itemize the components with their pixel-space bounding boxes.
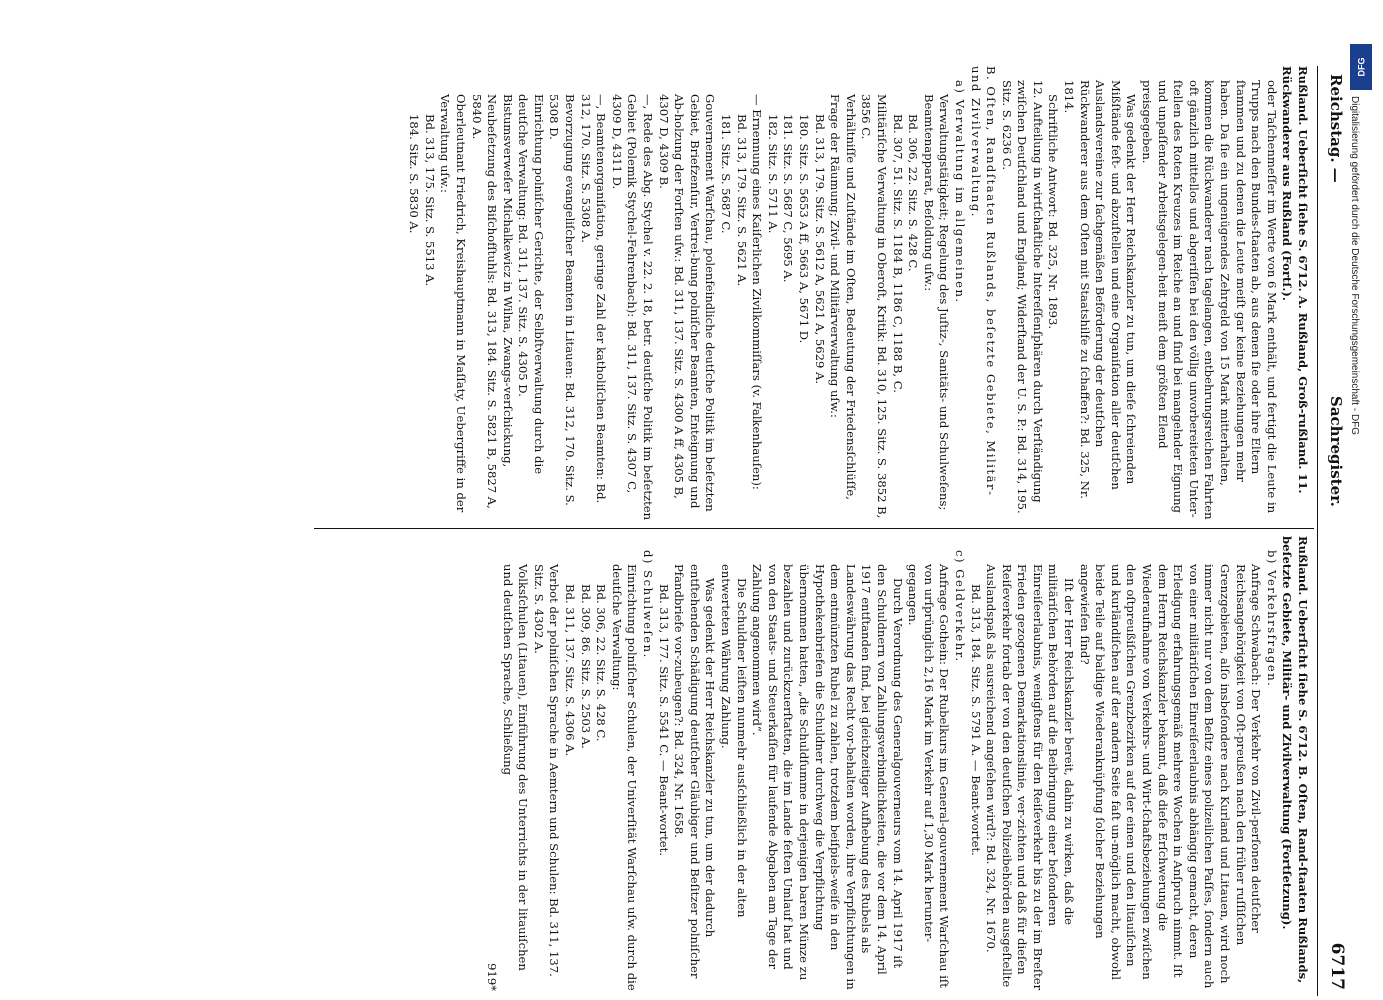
reference: 181. Sitz. S. 5687 C. — [719, 114, 734, 234]
entry: Verhältniſſe und Zuſtände im Oſten, Bedeutung der Friedensſchlüſſe, Frage der Räumung; Zivil- und Militärverwaltung uſw.: — [828, 94, 858, 500]
header-title: Sachregister. — [1327, 396, 1345, 507]
subsection-heading: c) Geldverkehr. — [952, 550, 967, 663]
left-heading: Rußland. Ueberſicht ſiehe S. 6712. A. Rußland, Groß-rußland. 11. Rückwanderer aus Rußland (Fortſ.). — [1280, 66, 1310, 494]
header-left: Reichstag. — — [1327, 74, 1345, 183]
entry: Bistumsverweſer Michalkewicz in Wilna, Zwangs-verſchickung, Neubeſetzung des Biſchofſtuhls: Bd. 313, 184. Sitz. S. 5821 B, 5827 A, 5840 A. — [469, 94, 515, 509]
reference: Bd. 306, 22. Sitz. S. 428 C. — [594, 584, 609, 742]
entry: Verwaltungstätigkeit; Regelung des Juſtiz-, Sanitäts- und Schulweſens; Beamtenapparat, Beſoldung uſw.: — [921, 94, 952, 511]
entry: Gouvernement Warſchau, polenfeindliche deutſche Politik im beſetzten Gebiet, Briefzenſur, Vertrei-bung polniſcher Beamten, Enteignung und Ab-holzung der Forſten uſw.: Bd. 311, 137. Sitz. S. 4300 A ff, 4305 B, 4307 D, 4309 B. — [656, 94, 718, 512]
entry: —, Rede des Abg. Stychel v. 22. 2. 18, betr. deutſche Politik im beſetzten Gebiet (Polemik Stychel-Fehrenbach): Bd. 311, 137. Sitz. S. 4307 C, 4309 D, 4311 D. — [609, 94, 656, 521]
left-column — [406, 66, 1310, 521]
reference: Bd. 313, 177. Sitz. S. 5541 C. — Beant-wortet. — [656, 584, 671, 856]
section-heading: B. Oſten, Randſtaaten Rußlands, beſetzte Gebiete, Militär- und Zivilverwaltung. — [968, 66, 999, 497]
paragraph: Was gedenkt der Herr Reichskanzler zu tun, um der dadurch entſtehenden Schädigung deutſcher Gläubiger und Beſitzer polniſcher Pfandbriefe vor-zubeugen?: Bd. 324, Nr. 1658. — [672, 564, 718, 979]
subsection-heading: a) Verwaltung im allgemeinen. — [952, 80, 967, 304]
dfg-credit: Digitalisierung gefördert durch die Deutsche Forschungsgemeinschaft - DFG — [1349, 96, 1360, 436]
entry: Volksſchulen (Litauen), Einführung des Unterrichts in der litauiſchen und deutſchen Sprache, Schließung — [500, 564, 531, 971]
right-column — [484, 536, 1310, 991]
entry: Militäriſche Verwaltung in Oberoſt, Kritik: Bd. 310, 125. Sitz. S. 3852 B, 3856 C. — [859, 94, 889, 519]
paragraph: oder Taſchenmeſſer im Werte von 6 Mark enthält, und fertigt die Leute in Trupps nach den Bundes-ſtaaten ab, aus denen ſie oder ihre Eltern ſtammen und zu denen die Leute meiſt gar keine Beziehungen mehr haben. Da ſie ein ungenügendes Zehrgeld von 15 Mark mitterhalten, kommen die Rückwanderer nach tagelangen, entbehrungsreichen Fahrten oft gänzlich mittellos und abgeriſſen bei den völlig unvorbereiteten Unter-ſtellen des Roten Kreuzes im Reiche an und ſind bei mangelnder Eignung und unpaſſender Arbeitsgelegen-heit meiſt dem größten Elend preisgegeben. — [1140, 80, 1279, 520]
signature-mark: 919* — [485, 963, 500, 991]
subsection-heading: d) Schulweſen. — [641, 550, 656, 659]
reference: Bd. 313, 184. Sitz. S. 5791 A. — Beant-wortet. — [968, 584, 983, 856]
reference: Bd. 306, 22. Sitz. S. 428 C. — [906, 114, 921, 272]
rotated-page — [22, 66, 1352, 996]
digitization-sidebar — [1346, 40, 1380, 980]
reference: Bd. 307, 51. Sitz. S. 1184 B, 1186 C, 1188 B, C. — [890, 114, 905, 393]
paragraph: Anfrage Gothein: Der Rubelkurs im General-gouvernement Warſchau iſt von urſprünglich 2,16 Mark im Verkehr auf 1,30 Mark herunter-gegangen. — [906, 564, 952, 988]
entry: Einrichtung polniſcher Gerichte, der Selbſtverwaltung durch die deutſche Verwaltung: Bd. 311, 137. Sitz. S. 4305 D. — [516, 94, 546, 475]
reference: Bd. 313, 179. Sitz. S. 5621 A. — [734, 114, 749, 287]
column-divider — [314, 528, 1314, 529]
paragraph: Schriftliche Antwort: Bd. 325, Nr. 1893. — [1046, 94, 1061, 330]
paragraph: Iſt der Herr Reichskanzler bereit, dahin zu wirken, daß die militäriſchen Behörden auf die Beibringung einer beſonderen Einreiſeerlaubnis, wenigſtens für den Reiſeverkehr bis zu der im Breſter Frieden gezogenen Demarkationslinie, ver-zichten und daß für dieſen Reiſeverkehr fortab der von den deutſchen Polizeibehörden ausgeſtellte Auslandspaß als ausreichend angeſehen wird?: Bd. 324, Nr. 1670. — [984, 564, 1077, 991]
paragraph: Was gedenkt der Herr Reichskanzler zu tun, um dieſe ſchreienden Mißſtände feſt- und abzuſtellen und eine Organiſation aller deutſchen Auslandsvereine zur ſachgemäßen Beförderung der deutſchen Rückwanderer aus dem Oſten mit Staatshilfe zu ſchaffen?: Bd. 325, Nr. 1814. — [1062, 80, 1139, 499]
reference: 184. Sitz. S. 5830 A. — [407, 114, 422, 234]
entry: Bevorzugung evangeliſcher Beamten in Litauen: Bd. 312, 170. Sitz. S. 5308 D. — [547, 94, 578, 506]
dfg-logo-text: DFG — [1356, 57, 1366, 77]
entry: — Ernennung eines Kaiſerlichen Zivilkommiſſars (v. Falkenhauſen): — [750, 94, 765, 490]
entry: Verbot der polniſchen Sprache in Aemtern und Schulen: Bd. 311, 137. Sitz. S. 4302 A. — [531, 564, 562, 977]
subsection-heading: b) Verkehrsfragen. — [1264, 550, 1279, 688]
reference: 180. Sitz. S. 5653 A ff, 5663 A, 5671 D. — [797, 114, 811, 344]
paragraph: Anfrage Schwabach: Der Verkehr von Zivil-perſonen deutſcher Reichsangehörigkeit von Oſt-preußen nach den früher ruſſiſchen Grenzgebieten, alſo insbeſondere nach Kurland und Litauen, wird noch immer nicht nur von dem Beſitz eines polizeilichen Paſſes, ſondern auch von einer militäriſchen Einreiſeerlaubnis abhängig gemacht, deren Erledigung erfahrungsgemäß mehrere Wochen in Anſpruch nimmt. Iſt dem Herrn Reichskanzler bekannt, daß dieſe Erſchwerung die Wiederaufnahme von Verkehrs- und Wirt-ſchaftsbeziehungen zwiſchen den oſtpreußiſchen Grenzbezirken auf der einen und den litauiſchen und kurländiſchen auf der andern Seite faſt un-möglich macht, obwohl beide Teile auf baldige Wiederanknüpfung ſolcher Beziehungen angewieſen ſind? — [1077, 564, 1264, 989]
entry: —, Beamtenorganiſation, geringe Zahl der katholiſchen Beamten: Bd. 312, 170. Sitz. S. 5308 A. — [578, 94, 609, 504]
reference: Bd. 313, 175. Sitz. S. 5513 A. — [422, 114, 437, 287]
reference: 181. Sitz. S. 5687 C, 5695 A. — [781, 114, 796, 283]
dfg-logo — [1350, 44, 1372, 90]
entry: Oberleutnant Friedrich, Kreishauptmann in Maſſaty, Uebergriffe in der Verwaltung uſw.: — [438, 94, 468, 513]
paragraph: Die Schuldner leiſten nunmehr ausſchließlich in der alten entwerteten Währung Zahlung. — [719, 564, 749, 918]
page-number: 6717 — [1327, 942, 1347, 990]
reference: Bd. 309, 86. Sitz. S. 2503 A. — [578, 584, 593, 749]
reference: 182. Sitz. S. 5711 A. — [765, 114, 780, 234]
numbered-entry: 12. Aufteilung in wirtſchaftliche Intereſſenſphären durch Verſtändigung zwiſchen Deutſchland und England; Widerſtand der U. S. P.: Bd. 314, 195. Sitz. S. 6236 C. — [999, 80, 1045, 514]
reference: Bd. 313, 179. Sitz. S. 5612 A, 5621 A, 5629 A. — [812, 114, 827, 385]
right-heading: Rußland. Ueberſicht ſiehe S. 6712. B. Oſten, Rand-ſtaaten Rußlands, beſetzte Gebiete, Militär- und Zivilverwaltung (Fortſetzung). — [1280, 536, 1310, 984]
paragraph: Durch Verordnung des Generalgouverneurs vom 14. April 1917 iſt den Schuldnern von Zahlungsverbindlichkeiten, die vor dem 14. April 1917 entſtanden ſind, bei gleichzeitiger Aufhebung des Rubels als Landeswährung das Recht vor-behalten worden, ihre Verpflichtungen in dem entmünzten Rubel zu zahlen, trotzdem beiſpiels-weiſe in den Hypothekenbriefen die Schuldner durchweg die Verpflichtung übernommen hatten, „die Schuldſumme in derjenigen baren Münze zu bezahlen und zurückzuerſtatten, die im Lande feſten Umlauf hat und von den Staats- und Steuerkaſſen für laufende Abgaben am Tage der Zahlung angenommen wird“. — [750, 564, 905, 990]
entry: Einrichtung polniſcher Schulen, der Univerſität Warſchau uſw. durch die deutſche Verwaltung: — [609, 564, 640, 991]
reference: Bd. 311, 137. Sitz. S. 4306 A. — [563, 584, 578, 757]
